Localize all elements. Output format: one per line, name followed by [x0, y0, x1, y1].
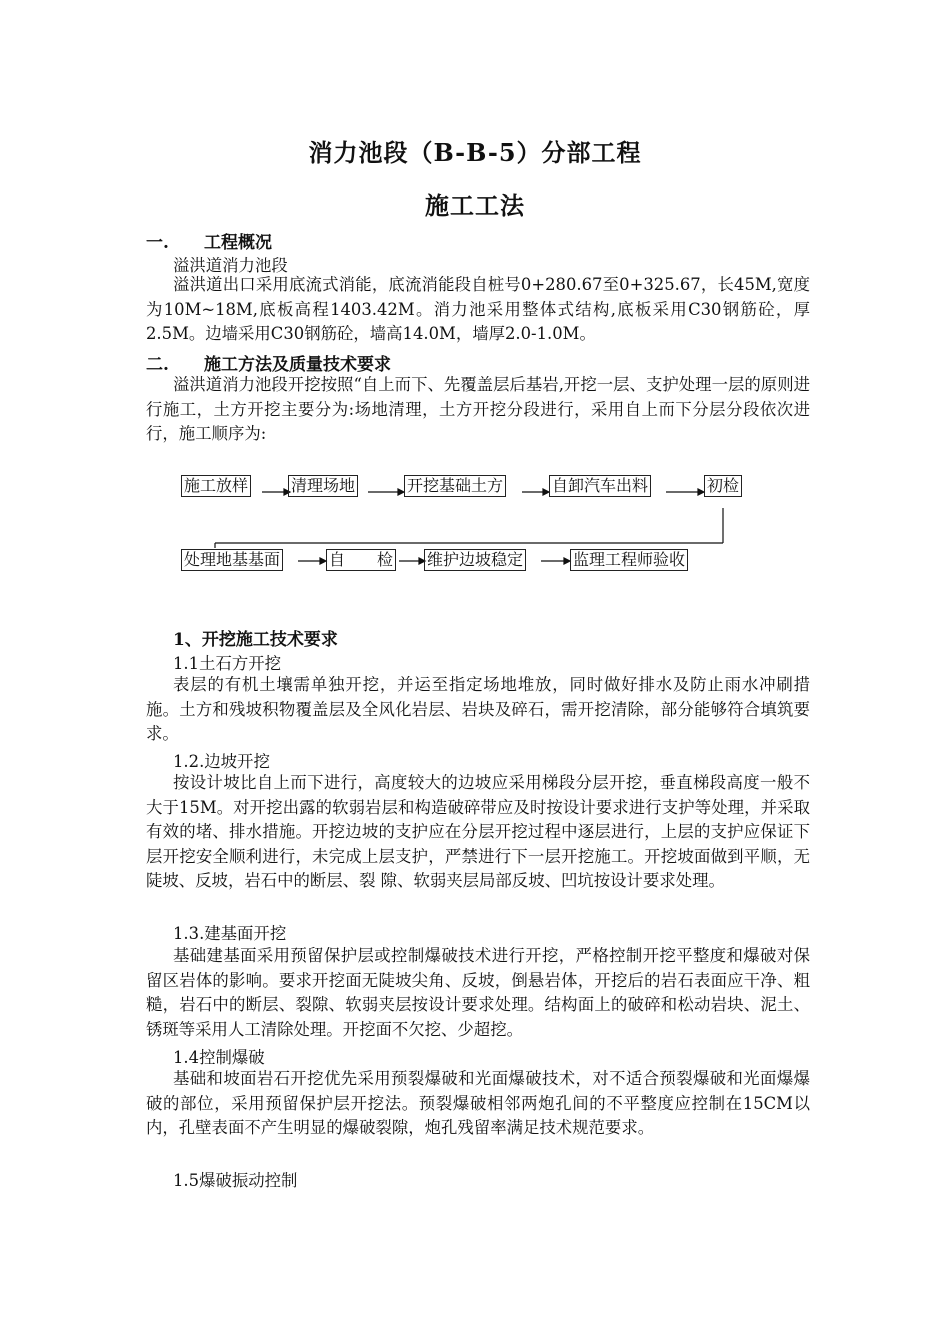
section1-number: 一. — [146, 233, 169, 253]
subsection1-heading: 1、开挖施工技术要求 — [173, 630, 338, 650]
item-title-1-5: 1.5爆破振动控制 — [173, 1171, 298, 1190]
section2-paragraph: 溢洪道消力池段开挖按照“自上而下、先覆盖层后基岩,开挖一层、支护处理一层的原则进行施工，土方开挖主要分为:场地清理，土方开挖分段进行，采用自上而下分层分段依次进行，施工顺序为: — [146, 375, 810, 443]
section2-number: 二. — [146, 355, 169, 375]
section1-title: 工程概况 — [204, 233, 272, 253]
flow-box-survey: 施工放样 — [181, 475, 251, 497]
item-title-1-4: 1.4控制爆破 — [173, 1048, 265, 1067]
flow-box-foundation-treatment: 处理地基基面 — [181, 549, 283, 571]
flow-box-initial-check: 初检 — [704, 475, 742, 497]
flow-box-site-clearing: 清理场地 — [288, 475, 358, 497]
item-title-1-2: 1.2.边坡开挖 — [173, 752, 270, 771]
section1-paragraph: 溢洪道出口采用底流式消能，底流消能段自桩号0+280.67至0+325.67，长45M,宽度为10M~18M,底板高程1403.42M。消力池采用整体式结构,底板采用C30钢筋砼，厚2.5M。边墙采用C30钢筋砼，墙高14.0M，墙厚2.0-1.0M。 — [146, 275, 810, 343]
item-title-1-1: 1.1土石方开挖 — [173, 654, 282, 673]
item-title-1-3: 1.3.建基面开挖 — [173, 924, 287, 943]
item-paragraph-1-3: 基础建基面采用预留保护层或控制爆破技术进行开挖，严格控制开挖平整度和爆破对保留区岩体的影响。要求开挖面无陡坡尖角、反坡，倒悬岩体，开挖后的岩石表面应干净、粗糙，岩石中的断层、裂隙、软弱夹层按设计要求处理。结构面上的破碎和松动岩块、泥土、锈斑等采用人工清除处理。开挖面不欠挖、少超挖。 — [146, 946, 810, 1039]
item-paragraph-1-4: 基础和坡面岩石开挖优先采用预裂爆破和光面爆破技术，对不适合预裂爆破和光面爆爆破的部位，采用预留保护层开挖法。预裂爆破相邻两炮孔间的不平整度应控制在15CM以内，孔壁表面不产生明显的爆破裂隙，炮孔残留率满足技术规范要求。 — [146, 1069, 810, 1137]
section1-heading — [146, 228, 272, 253]
flow-box-dump-truck: 自卸汽车出料 — [549, 475, 651, 497]
section2-title: 施工方法及质量技术要求 — [204, 355, 391, 375]
flow-box-excavation: 开挖基础土方 — [404, 475, 506, 497]
item-paragraph-1-2: 按设计坡比自上而下进行，高度较大的边坡应采用梯段分层开挖，垂直梯段高度一般不大于15M。对开挖出露的软弱岩层和构造破碎带应及时按设计要求进行支护等处理，并采取有效的堵、排水措施。开挖边坡的支护应在分层开挖过程中逐层进行，上层的支护应保证下层开挖安全顺利进行，未完成上层支护，严禁进行下一层开挖施工。开挖坡面做到平顺，无陡坡、反坡，岩石中的断层、裂 隙、软弱夹层局部反坡、凹坑按设计要求处理。 — [146, 773, 810, 890]
item-paragraph-1-1: 表层的有机土壤需单独开挖，并运至指定场地堆放，同时做好排水及防止雨水冲刷措施。土方和残坡积物覆盖层及全风化岩层、岩块及碎石，需开挖清除，部分能够符合填筑要求。 — [146, 675, 810, 743]
flow-box-self-check: 自 检 — [326, 549, 396, 571]
section1-subtitle: 溢洪道消力池段 — [173, 256, 288, 275]
document-title: 消力池段（B-B-5）分部工程 — [308, 138, 642, 167]
flow-box-slope-stability: 维护边坡稳定 — [424, 549, 526, 571]
flow-box-supervisor-acceptance: 监理工程师验收 — [570, 549, 688, 571]
document-subtitle: 施工工法 — [425, 191, 525, 220]
section2-heading — [146, 350, 391, 375]
